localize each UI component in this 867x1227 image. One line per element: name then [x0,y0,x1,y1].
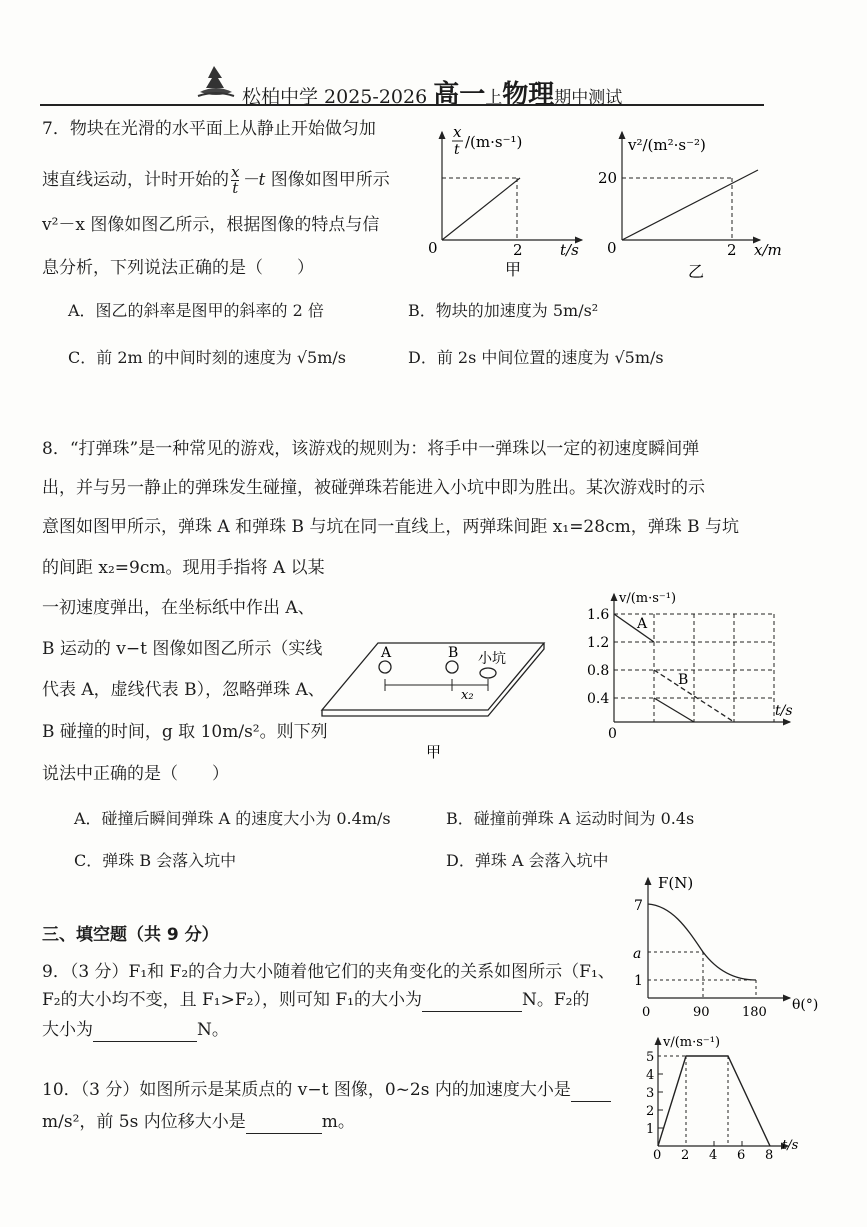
q9-line3a: 大小为 [42,1020,93,1040]
board-label-a: A [381,645,392,661]
q7-jia-line [442,178,520,240]
q10-xtick-4: 4 [709,1148,718,1162]
q9-line2a: F₂的大小均不变，且 F₁>F₂），则可知 F₁的大小为 [42,990,422,1010]
vt-ytick-2: 1.2 [587,635,610,651]
vt-line-a-before [614,614,654,642]
vt-xlabel: t/s [775,703,793,719]
pit [480,668,496,678]
section3-title: 三、填空题（共 9 分） [42,925,219,945]
q7-yi-ylabel: v²/(m²·s⁻²) [628,136,706,154]
q7-yi-tick-x: 2 [727,241,737,259]
q8-line8: B 碰撞的时间，g 取 10m/s²。则下列 [42,722,328,742]
q9-curve [648,904,756,980]
q9-blank-f1[interactable] [422,993,522,1012]
header-exam: 期中测试 [554,88,623,108]
q7-yi-xlabel: x/m [754,241,782,259]
q10-line1a: 10．（3 分）如图所示是某质点的 v−t 图像，0~2s 内的加速度大小是 [42,1080,571,1100]
q10-xtick-6: 6 [737,1148,746,1162]
q7-line1: 7．物块在光滑的水平面上从静止开始做匀加 [42,119,376,139]
q8-line7: 代表 A，虚线代表 B），忽略弹珠 A、 [42,680,325,700]
q10-blank-accel[interactable] [571,1083,611,1102]
q7-line4: 息分析，下列说法正确的是（ ） [42,258,314,278]
marble-b [446,661,458,673]
vt-ytick-1: 1.6 [587,607,610,623]
q10-line2 [42,1110,355,1134]
q8-line3: 意图如图甲所示，弹珠 A 和弹珠 B 与坑在同一直线上，两弹珠间距 x₁=28cm，弹珠 B 与坑 [42,517,740,537]
q7-jia-frac-t: t [454,142,460,158]
q10-ytick-4: 4 [646,1068,655,1083]
q9-ytick-7: 7 [634,898,643,914]
q9-ylabel: F(N) [658,874,694,892]
q10-line2a: m/s²，前 5s 内位移大小是 [42,1112,246,1132]
q10-ytick-3: 3 [646,1086,655,1101]
q7-jia-origin: 0 [428,239,438,257]
q7-minus-t: －t [241,170,271,190]
vt-label-a: A [637,616,648,632]
q10-xlabel: t/s [782,1138,799,1153]
header-term: 上 [485,88,503,108]
q10-figure [630,1032,810,1162]
q10-blank-disp[interactable] [246,1115,322,1134]
q7-yi-line [622,170,758,240]
q9-line3b: N。 [197,1020,229,1040]
vt-line-a-after [654,698,694,722]
vt-origin: 0 [608,726,617,738]
q7-yi-tick-y: 20 [598,169,618,187]
board-label-x2: x₂ [461,688,474,703]
q8-line4: 的间距 x₂=9cm。现用手指将 A 以某 [42,558,325,578]
q7-jia-ylabel: /(m·s⁻¹) [465,133,523,151]
q7-jia-caption: 甲 [505,260,522,279]
q9-line2 [42,988,590,1012]
q7-jia-frac-x: x [453,123,462,141]
q10-xtick-2: 2 [681,1148,690,1162]
q10-line1 [42,1078,611,1102]
q10-ytick-5: 5 [646,1050,655,1065]
vt-ylabel: v/(m·s⁻¹) [619,591,677,606]
q7-yi-origin: 0 [607,239,617,257]
q10-xtick-0: 0 [653,1148,662,1162]
q8-option-a: A．碰撞后瞬间弹珠 A 的速度大小为 0.4m/s [74,809,391,828]
q9-line2b: N。F₂的 [522,990,590,1010]
q7-line2a: 速直线运动，计时开始的 [42,170,229,190]
q10-graph-line [658,1056,770,1146]
q9-line1: 9．（3 分）F₁和 F₂的合力大小随着他它们的夹角变化的关系如图所示（F₁、 [42,962,615,982]
q7-option-b: B．物块的加速度为 5m/s² [408,301,599,320]
q8-line6: B 运动的 v−t 图像如图乙所示（实线 [42,639,323,659]
q9-xtick-0: 0 [642,1005,651,1020]
q7-figure-jia [420,120,590,285]
q7-option-a: A．图乙的斜率是图甲的斜率的 2 倍 [68,301,324,320]
q8-line1: 8．“打弹珠”是一种常见的游戏，该游戏的规则为：将手中一弹珠以一定的初速度瞬间弹 [42,439,700,459]
header-subject: 物理 [502,80,555,110]
q7-line2 [42,165,390,196]
q9-xtick-180: 180 [742,1005,767,1020]
board-label-pit: 小坑 [478,651,506,667]
q8-line9: 说法中正确的是（ ） [42,764,229,784]
marble-a [379,661,391,673]
q9-ytick-1: 1 [634,973,643,989]
q8-option-c: C．弹珠 B 会落入坑中 [74,851,237,870]
q9-xlabel: θ(°) [792,997,819,1013]
vt-label-b: B [678,672,689,688]
q9-ytick-a: a [633,946,642,962]
board-caption: 甲 [426,743,442,761]
q7-jia-tick-x: 2 [513,241,523,259]
q7-yi-caption: 乙 [688,262,705,281]
q10-line2b: m。 [321,1112,355,1132]
q9-line3 [42,1018,229,1042]
q10-ylabel: v/(m·s⁻¹) [663,1035,721,1050]
q9-xtick-90: 90 [693,1005,710,1020]
header-grade: 高一 [433,80,486,110]
q7-line3: v²－x 图像如图乙所示，根据图像的特点与信 [42,215,380,235]
q8-figure-board [318,635,550,765]
header-school: 松柏中学 2025-2026 [242,86,428,108]
header-rule [40,104,764,106]
q7-jia-xlabel: t/s [560,241,579,259]
q7-option-c: C．前 2m 的中间时刻的速度为 √5m/s [68,348,347,367]
board-label-b: B [448,645,459,661]
q7-figure-yi [598,120,793,285]
vt-ytick-4: 0.4 [587,691,610,707]
q10-ytick-2: 2 [646,1104,655,1119]
q7-option-d: D．前 2s 中间位置的速度为 √5m/s [408,348,664,367]
vt-ytick-3: 0.8 [587,663,610,679]
q9-figure [618,868,828,1028]
q10-xtick-8: 8 [765,1148,774,1162]
q8-figure-vt [584,588,799,738]
q8-option-b: B．碰撞前弹珠 A 运动时间为 0.4s [446,809,695,828]
q9-blank-f2[interactable] [93,1023,197,1042]
q7-line2b: 图像如图甲所示 [270,170,390,190]
q8-option-d: D．弹珠 A 会落入坑中 [446,851,609,870]
q10-ytick-1: 1 [646,1122,655,1137]
q8-line2: 出，并与另一静止的弹珠发生碰撞，被碰弹珠若能进入小坑中即为胜出。某次游戏时的示 [42,478,705,498]
school-logo [196,64,236,100]
q8-line5: 一初速度弹出，在坐标纸中作出 A、 [42,598,315,618]
q7-fraction: $\frac{x}{t}$ [231,163,240,197]
